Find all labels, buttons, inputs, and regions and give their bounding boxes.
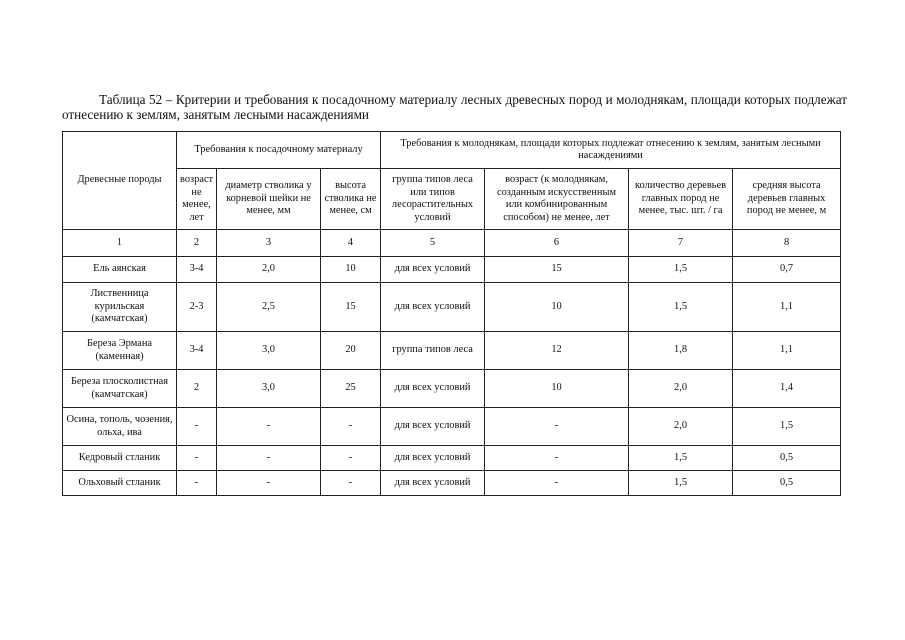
- column-header: диаметр стволика у корневой шейки не менее, мм: [217, 169, 321, 230]
- cell-young-age: 15: [485, 257, 629, 283]
- column-number: 8: [733, 230, 841, 257]
- column-number: 6: [485, 230, 629, 257]
- cell-avg-height: 1,1: [733, 283, 841, 332]
- cell-diameter: -: [217, 446, 321, 471]
- cell-diameter: 3,0: [217, 332, 321, 370]
- table-row: [63, 446, 841, 471]
- table-row: [63, 257, 841, 283]
- cell-avg-height: 0,7: [733, 257, 841, 283]
- cell-condition: для всех условий: [381, 471, 485, 496]
- cell-condition: для всех условий: [381, 283, 485, 332]
- cell-young-age: -: [485, 408, 629, 446]
- cell-young-age: 12: [485, 332, 629, 370]
- cell-young-age: 10: [485, 283, 629, 332]
- cell-avg-height: 1,1: [733, 332, 841, 370]
- cell-height: 10: [321, 257, 381, 283]
- column-number: 5: [381, 230, 485, 257]
- cell-age: -: [177, 471, 217, 496]
- cell-count: 1,5: [629, 446, 733, 471]
- cell-species: Осина, тополь, чозения, ольха, ива: [63, 408, 177, 446]
- cell-count: 1,8: [629, 332, 733, 370]
- column-header: средняя высота деревьев главных пород не менее, м: [733, 169, 841, 230]
- column-number: 4: [321, 230, 381, 257]
- cell-count: 1,5: [629, 283, 733, 332]
- cell-age: -: [177, 408, 217, 446]
- table-row: [63, 283, 841, 332]
- cell-avg-height: 0,5: [733, 446, 841, 471]
- cell-species: Ель аянская: [63, 257, 177, 283]
- cell-height: 20: [321, 332, 381, 370]
- table-row: [63, 370, 841, 408]
- criteria-table: [62, 131, 841, 496]
- column-number: 2: [177, 230, 217, 257]
- cell-young-age: 10: [485, 370, 629, 408]
- cell-count: 2,0: [629, 408, 733, 446]
- cell-condition: для всех условий: [381, 257, 485, 283]
- cell-condition: для всех условий: [381, 446, 485, 471]
- cell-height: -: [321, 446, 381, 471]
- cell-avg-height: 1,4: [733, 370, 841, 408]
- column-numbers-row: [63, 230, 841, 257]
- cell-avg-height: 0,5: [733, 471, 841, 496]
- table-row: [63, 471, 841, 496]
- cell-species: Лиственница курильская (камчатская): [63, 283, 177, 332]
- column-header: группа типов леса или типов лесорастительных условий: [381, 169, 485, 230]
- cell-count: 1,5: [629, 471, 733, 496]
- cell-age: -: [177, 446, 217, 471]
- cell-height: -: [321, 408, 381, 446]
- table-caption: Таблица 52 – Критерии и требования к посадочному материалу лесных древесных пород и молоднякам, площади которых подлежат отнесению к землям, занятым лесными насаждениями: [62, 92, 847, 122]
- cell-diameter: -: [217, 408, 321, 446]
- column-header: возраст не менее, лет: [177, 169, 217, 230]
- header-species: Древесные породы: [63, 132, 177, 230]
- column-number: 3: [217, 230, 321, 257]
- table-row: [63, 408, 841, 446]
- cell-age: 2: [177, 370, 217, 408]
- cell-condition: группа типов леса: [381, 332, 485, 370]
- cell-condition: для всех условий: [381, 408, 485, 446]
- header-group-young: Требования к молоднякам, площади которых подлежат отнесению к землям, занятым лесными насаждениями: [381, 132, 841, 169]
- cell-height: 15: [321, 283, 381, 332]
- cell-species: Береза Эрмана (каменная): [63, 332, 177, 370]
- cell-young-age: -: [485, 446, 629, 471]
- cell-diameter: 3,0: [217, 370, 321, 408]
- cell-count: 2,0: [629, 370, 733, 408]
- column-header: количество деревьев главных пород не менее, тыс. шт. / га: [629, 169, 733, 230]
- cell-diameter: -: [217, 471, 321, 496]
- cell-diameter: 2,5: [217, 283, 321, 332]
- header-group-planting: Требования к посадочному материалу: [177, 132, 381, 169]
- cell-age: 2-3: [177, 283, 217, 332]
- cell-diameter: 2,0: [217, 257, 321, 283]
- cell-height: -: [321, 471, 381, 496]
- cell-height: 25: [321, 370, 381, 408]
- cell-age: 3-4: [177, 257, 217, 283]
- cell-young-age: -: [485, 471, 629, 496]
- cell-species: Ольховый стланик: [63, 471, 177, 496]
- cell-count: 1,5: [629, 257, 733, 283]
- column-header: высота стволика не менее, см: [321, 169, 381, 230]
- column-number: 1: [63, 230, 177, 257]
- cell-species: Кедровый стланик: [63, 446, 177, 471]
- cell-avg-height: 1,5: [733, 408, 841, 446]
- cell-condition: для всех условий: [381, 370, 485, 408]
- cell-species: Береза плосколистная (камчатская): [63, 370, 177, 408]
- cell-age: 3-4: [177, 332, 217, 370]
- column-header: возраст (к молоднякам, созданным искусственным или комбинированным способом) не менее, лет: [485, 169, 629, 230]
- column-number: 7: [629, 230, 733, 257]
- table-row: [63, 332, 841, 370]
